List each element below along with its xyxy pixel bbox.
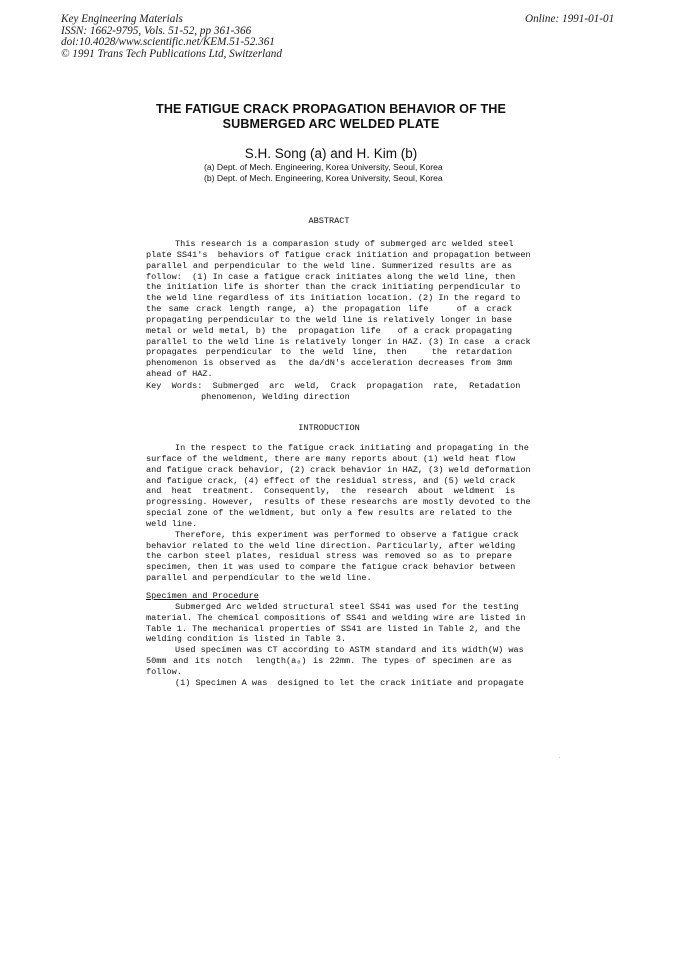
specimen-line: Used specimen was CT according to ASTM standard and its width(W) was: [175, 645, 524, 656]
intro-line: surface of the weldment, there are many reports about (1) weld heat flow: [146, 453, 516, 464]
journal-name: Key Engineering Materials: [61, 13, 183, 25]
specimen-line: Submerged Arc welded structural steel SS41 was used for the testing: [175, 601, 519, 612]
intro-line: weld line.: [146, 518, 198, 529]
abstract-line: parallel and perpendicular to the weld line. Summerized results are as: [146, 260, 512, 271]
intro-line: Therefore, this experiment was performed to observe a fatigue crack: [175, 529, 519, 540]
specimen-line: Table 1. The mechanical properties of SS41 are listed in Table 2, and the: [146, 623, 521, 634]
keywords-line-2: phenomenon, Welding direction: [201, 391, 350, 402]
intro-line: and fatigue crack behavior, (2) crack behavior in HAZ, (3) weld deformation: [146, 464, 531, 475]
title-line-2: SUBMERGED ARC WELDED PLATE: [222, 117, 440, 131]
intro-line: the carbon steel plates, residual stress was removed so as to prepare: [146, 551, 512, 562]
specimen-section: [146, 591, 526, 689]
abstract-body: [146, 239, 531, 380]
affiliation-b: (b) Dept. of Mech. Engineering, Korea University, Seoul, Korea: [204, 173, 443, 183]
abstract-line: propagates perpendicular to the weld line, then the retardation: [146, 347, 512, 358]
specimen-line: follow.: [146, 666, 182, 677]
abstract-line: the weld line regardless of its initiation location. (2) In the regard to: [146, 293, 521, 304]
specimen-heading: [146, 591, 512, 602]
journal-header: [61, 14, 282, 60]
paper-title: [140, 102, 522, 132]
specimen-heading-text: Specimen and Procedure: [146, 591, 259, 601]
abstract-line: This research is a comparasion study of submerged arc welded steel: [175, 239, 514, 249]
specimen-line: material. The chemical compositions of SS41 and welding wire are listed in: [146, 612, 526, 623]
abstract-line: propagating perpendicular to the weld line is relatively longer in base: [146, 314, 512, 325]
specimen-line: welding condition is listed in Table 3.: [146, 634, 347, 645]
title-line-1: THE FATIGUE CRACK PROPAGATION BEHAVIOR OF THE: [156, 102, 506, 116]
abstract-line: the initiation life is shorter than the crack initiating perpendicular to: [146, 282, 521, 293]
intro-line: and heat treatment. Consequently, the research about weldment is: [146, 486, 516, 497]
authors: S.H. Song (a) and H. Kim (b): [244, 146, 418, 161]
abstract-line: phenomenon is observed as the da/dN's acceleration decreases from 3mm: [146, 358, 512, 369]
affiliation-a: (a) Dept. of Mech. Engineering, Korea University, Seoul, Korea: [204, 162, 443, 172]
abstract-line: ahead of HAZ.: [146, 369, 213, 380]
abstract-line: metal or weld metal, b) the propagation life of a crack propagating: [146, 325, 512, 336]
keywords-line-1: Key Words: Submerged arc weld, Crack propagation rate, Retadation: [146, 381, 521, 391]
introduction-heading: INTRODUCTION: [298, 423, 360, 433]
introduction-body: [146, 443, 531, 584]
intro-line: special zone of the weldment, but only a few results are related to the: [146, 508, 512, 519]
keywords: [146, 381, 521, 403]
specimen-line: 50mm and its notch length(a₀) is 22mm. The types of specimen are as: [146, 656, 512, 667]
intro-line: and fatigue crack, (4) effect of the residual stress, and (5) weld crack: [146, 475, 516, 486]
affiliations: [204, 162, 443, 184]
intro-line: parallel and perpendicular to the weld line.: [146, 573, 372, 584]
intro-line: specimen, then it was used to compare the fatigue crack behavior between: [146, 562, 516, 573]
intro-line: In the respect to the fatigue crack initiating and propagating in the: [175, 443, 529, 453]
abstract-heading: ABSTRACT: [308, 216, 350, 226]
intro-line: progressing. However, results of these researchs are mostly devoted to the: [146, 497, 531, 508]
doi-line: doi:10.4028/www.scientific.net/KEM.51-52.361: [61, 36, 275, 49]
abstract-line: plate SS41's behaviors of fatigue crack initiation and propagation between: [146, 249, 531, 260]
copyright-line: © 1991 Trans Tech Publications Ltd, Switzerland: [61, 47, 282, 60]
issn-line: ISSN: 1662-9795, Vols. 51-52, pp 361-366: [61, 24, 252, 37]
abstract-line: the same crack length range, a) the propagation life of a crack: [146, 304, 512, 315]
abstract-line: parallel to the weld line is relatively longer in HAZ. (3) In case a crack: [146, 336, 531, 347]
online-date: Online: 1991-01-01: [525, 13, 615, 25]
intro-line: behavior related to the weld line direction. Particularly, after welding: [146, 540, 516, 551]
specimen-line: (1) Specimen A was designed to let the crack initiate and propagate: [175, 677, 524, 688]
scan-speck: [559, 757, 560, 758]
abstract-line: follow: (1) In case a fatigue crack initiates along the weld line, then: [146, 271, 516, 282]
